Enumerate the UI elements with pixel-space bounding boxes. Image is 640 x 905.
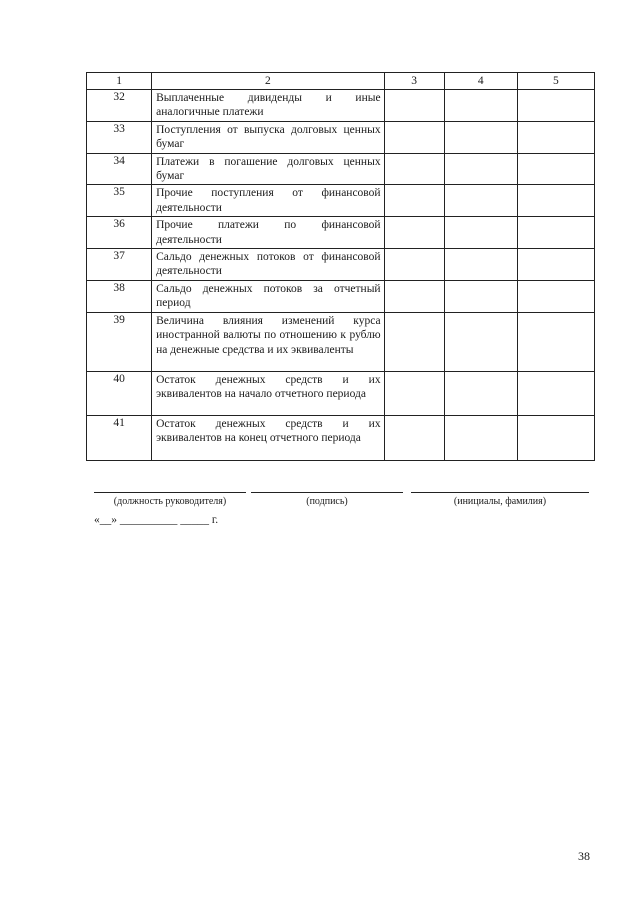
- column-header-5: 5: [517, 73, 594, 90]
- value-cell-column-5: [517, 249, 594, 281]
- row-description: Остаток денежных средств и их эквивалентов на начало отчетного периода: [152, 371, 384, 415]
- table-header-row: [87, 73, 595, 90]
- column-header-2: 2: [152, 73, 384, 90]
- row-number: 39: [87, 312, 152, 371]
- row-number: 33: [87, 121, 152, 153]
- value-cell-column-5: [517, 371, 594, 415]
- row-number: 35: [87, 185, 152, 217]
- value-cell-column-4: [444, 185, 517, 217]
- column-header-4: 4: [444, 73, 517, 90]
- value-cell-column-4: [444, 415, 517, 460]
- value-cell-column-4: [444, 153, 517, 185]
- value-cell-column-4: [444, 121, 517, 153]
- value-cell-column-3: [384, 371, 444, 415]
- value-cell-column-4: [444, 312, 517, 371]
- row-description: Поступления от выпуска долговых ценных бумаг: [152, 121, 384, 153]
- value-cell-column-3: [384, 153, 444, 185]
- signature-field: [251, 492, 403, 507]
- value-cell-column-3: [384, 312, 444, 371]
- value-cell-column-4: [444, 217, 517, 249]
- table-body: [87, 90, 595, 461]
- value-cell-column-3: [384, 121, 444, 153]
- table-row: [87, 415, 595, 460]
- table-row: [87, 280, 595, 312]
- table-row: [87, 121, 595, 153]
- row-number: 32: [87, 90, 152, 122]
- value-cell-column-5: [517, 415, 594, 460]
- name-line: [411, 492, 589, 493]
- row-number: 41: [87, 415, 152, 460]
- value-cell-column-3: [384, 185, 444, 217]
- table-row: [87, 312, 595, 371]
- value-cell-column-5: [517, 312, 594, 371]
- row-number: 40: [87, 371, 152, 415]
- position-line: [94, 492, 246, 493]
- name-signature-field: [411, 492, 589, 507]
- table-row: [87, 153, 595, 185]
- value-cell-column-4: [444, 280, 517, 312]
- value-cell-column-3: [384, 90, 444, 122]
- date-line: «__» __________ _____ г.: [94, 514, 219, 526]
- value-cell-column-4: [444, 371, 517, 415]
- row-description: Платежи в погашение долговых ценных бумаг: [152, 153, 384, 185]
- cash-flow-table-container: [86, 72, 595, 461]
- position-caption: (должность руководителя): [113, 496, 227, 507]
- row-description: Выплаченные дивиденды и иные аналогичные платежи: [152, 90, 384, 122]
- row-description: Остаток денежных средств и их эквивалентов на конец отчетного периода: [152, 415, 384, 460]
- table-row: [87, 249, 595, 281]
- signature-caption: (подпись): [306, 496, 348, 507]
- column-header-1: 1: [87, 73, 152, 90]
- table-row: [87, 371, 595, 415]
- table-row: [87, 90, 595, 122]
- row-description: Сальдо денежных потоков за отчетный период: [152, 280, 384, 312]
- value-cell-column-5: [517, 185, 594, 217]
- signature-line: [251, 492, 403, 493]
- row-number: 34: [87, 153, 152, 185]
- value-cell-column-5: [517, 280, 594, 312]
- name-caption: (инициалы, фамилия): [453, 496, 547, 507]
- value-cell-column-3: [384, 217, 444, 249]
- position-signature-field: [94, 492, 246, 507]
- value-cell-column-3: [384, 415, 444, 460]
- value-cell-column-3: [384, 280, 444, 312]
- value-cell-column-5: [517, 90, 594, 122]
- table-row: [87, 185, 595, 217]
- row-description: Прочие поступления от финансовой деятельности: [152, 185, 384, 217]
- value-cell-column-3: [384, 249, 444, 281]
- row-number: 36: [87, 217, 152, 249]
- value-cell-column-5: [517, 217, 594, 249]
- value-cell-column-5: [517, 153, 594, 185]
- cash-flow-table: [86, 72, 595, 461]
- value-cell-column-4: [444, 249, 517, 281]
- column-header-3: 3: [384, 73, 444, 90]
- row-description: Сальдо денежных потоков от финансовой деятельности: [152, 249, 384, 281]
- row-description: Прочие платежи по финансовой деятельности: [152, 217, 384, 249]
- value-cell-column-5: [517, 121, 594, 153]
- table-row: [87, 217, 595, 249]
- page-number: 38: [578, 849, 590, 863]
- row-description: Величина влияния изменений курса иностранной валюты по отношению к рублю на денежные средства и их эквиваленты: [152, 312, 384, 371]
- row-number: 38: [87, 280, 152, 312]
- row-number: 37: [87, 249, 152, 281]
- value-cell-column-4: [444, 90, 517, 122]
